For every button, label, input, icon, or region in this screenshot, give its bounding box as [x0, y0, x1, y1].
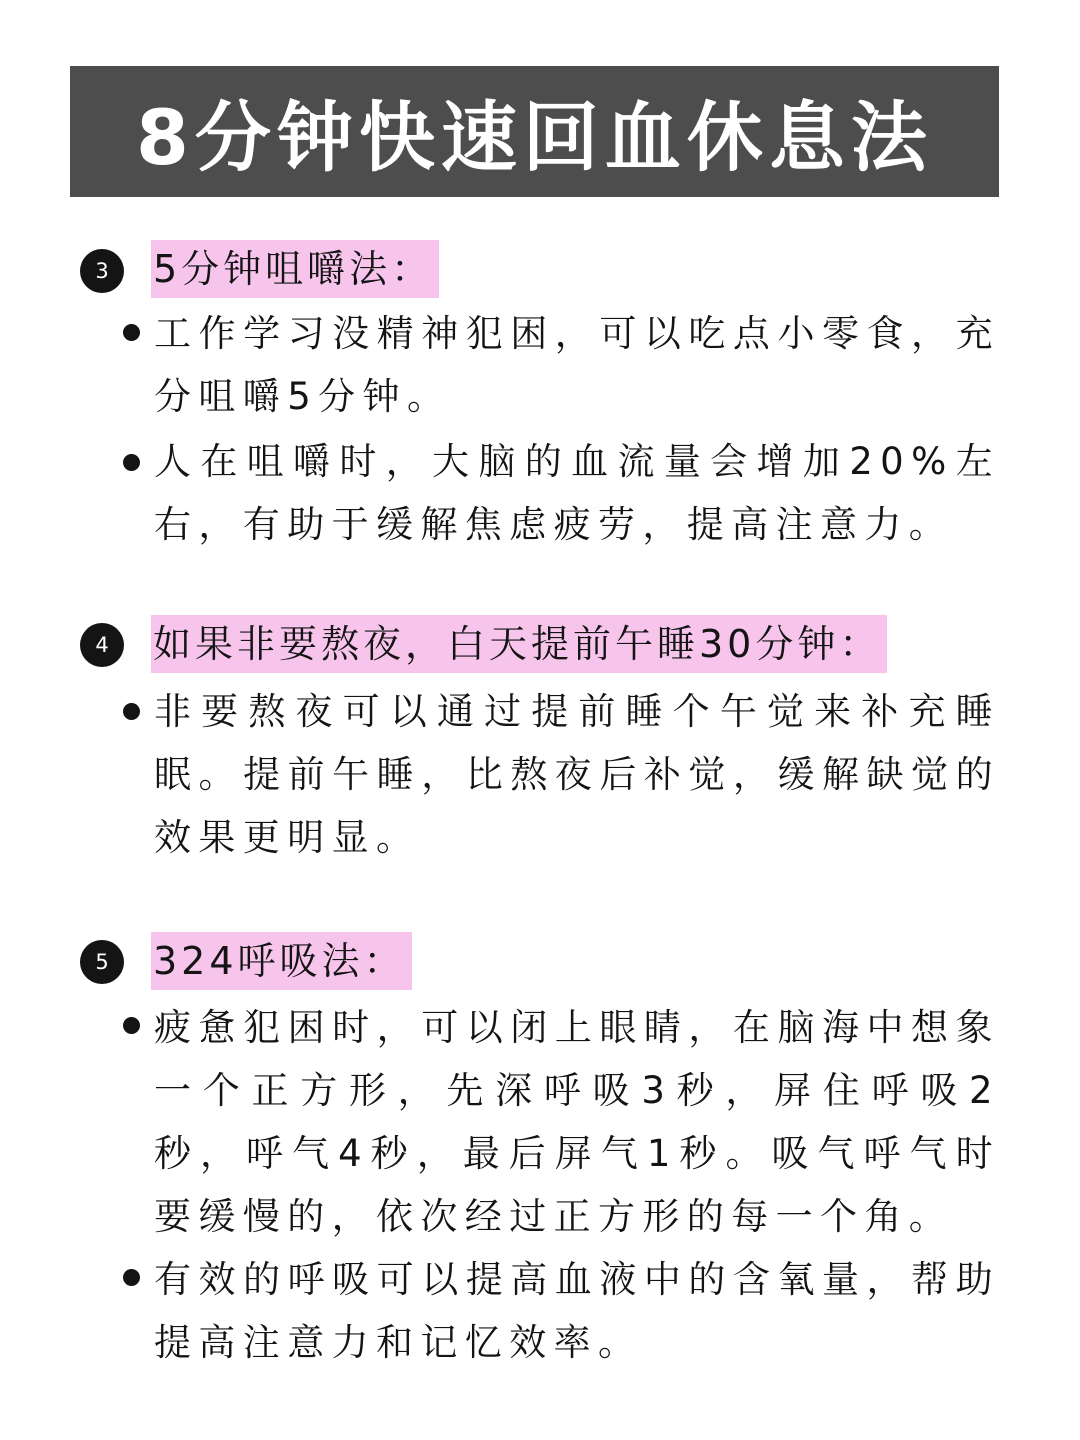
bullet-text: 疲惫犯困时，可以闭上眼睛，在脑海中想象一个正方形，先深呼吸3秒，屏住呼吸2秒，呼气4秒，最后屏气1秒。吸气呼气时要缓慢的，依次经过正方形的每一个角。 — [154, 1006, 1000, 1238]
bullet-dot-icon — [123, 1017, 140, 1034]
number-badge: 5 — [80, 940, 124, 984]
title-banner — [70, 66, 999, 197]
bullet-dot-icon — [123, 454, 140, 471]
bullet-text: 非要熬夜可以通过提前睡个午觉来补充睡眠。提前午睡，比熬夜后补觉，缓解缺觉的效果更明显。 — [154, 690, 1000, 859]
bullet-text: 工作学习没精神犯困，可以吃点小零食，充分咀嚼5分钟。 — [154, 312, 1000, 418]
bullet-dot-icon — [123, 703, 140, 720]
bullet-text: 有效的呼吸可以提高血液中的含氧量，帮助提高注意力和记忆效率。 — [154, 1258, 1000, 1364]
bullet-text: 人在咀嚼时，大脑的血流量会增加20%左右，有助于缓解焦虑疲劳，提高注意力。 — [154, 440, 1000, 546]
section-heading: 5分钟咀嚼法： — [151, 240, 439, 298]
section-heading: 324呼吸法： — [151, 932, 412, 990]
bullet-dot-icon — [123, 1269, 140, 1286]
number-badge: 4 — [80, 623, 124, 667]
section-heading: 如果非要熬夜，白天提前午睡30分钟： — [151, 615, 887, 673]
page-title: 8分钟快速回血休息法 — [136, 93, 933, 182]
bullet-dot-icon — [123, 324, 140, 341]
number-badge: 3 — [80, 249, 124, 293]
